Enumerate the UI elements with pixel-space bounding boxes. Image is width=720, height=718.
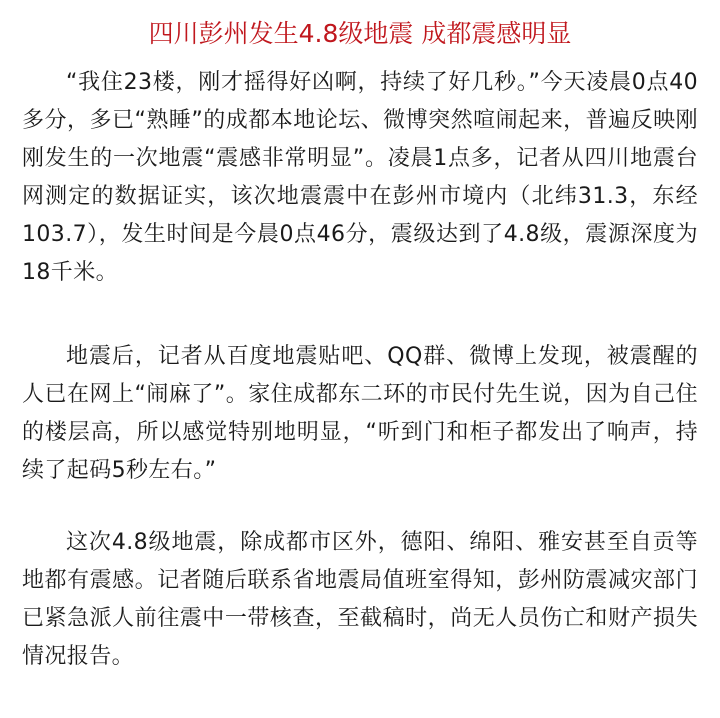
article-paragraph: “我住23楼，刚才摇得好凶啊，持续了好几秒。”今天凌晨0点40多分，多已“熟睡”的成都本地论坛、微博突然喧闹起来，普遍反映刚刚发生的一次地震“震感非常明显”。凌晨1点多，记者从四川地震台网测定的数据证实，该次地震震中在彭州市境内（北纬31.3，东经103.7），发生时间是今晨0点46分，震级达到了4.8级，震源深度为18千米。 xyxy=(22,70,698,285)
article-title: 四川彭州发生4.8级地震 成都震感明显 xyxy=(148,19,572,48)
article-paragraph: 这次4.8级地震，除成都市区外，德阳、绵阳、雅安甚至自贡等地都有震感。记者随后联系省地震局值班室得知，彭州防震减灾部门已紧急派人前往震中一带核查，至截稿时，尚无人员伤亡和财产损失情况报告。 xyxy=(22,530,698,669)
article-paragraph: 地震后，记者从百度地震贴吧、QQ群、微博上发现，被震醒的人已在网上“闹麻了”。家住成都东二环的市民付先生说，因为自己住的楼层高，所以感觉特别地明显，“听到门和柜子都发出了响声，持续了起码5秒左右。” xyxy=(22,344,698,483)
